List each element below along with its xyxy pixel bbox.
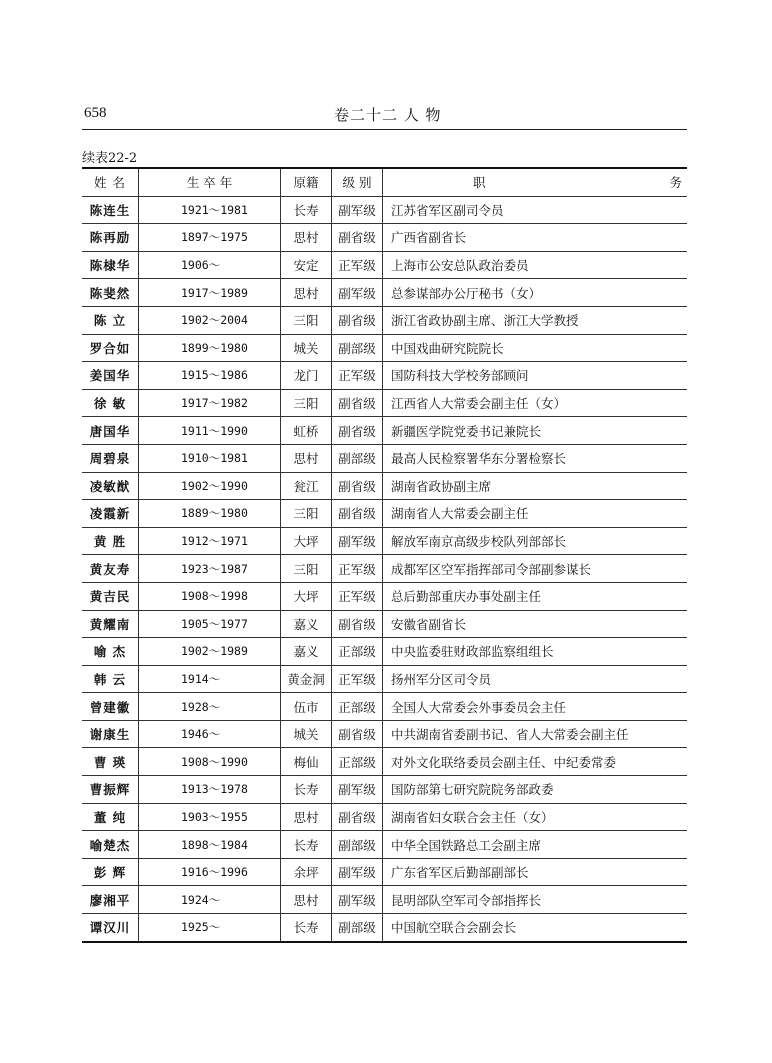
cell-position: 中国航空联合会副会长	[383, 914, 688, 942]
header-rule	[82, 129, 687, 130]
cell-origin: 嘉义	[281, 610, 332, 638]
cell-origin: 长寿	[281, 831, 332, 859]
table-row	[82, 748, 687, 776]
cell-years: 1924～	[139, 886, 281, 914]
cell-years: 1912～1971	[139, 527, 281, 555]
cell-name: 董 纯	[82, 803, 139, 831]
cell-position: 全国人大常委会外事委员会主任	[383, 693, 688, 721]
cell-name: 喻楚杰	[82, 831, 139, 859]
cell-name: 喻 杰	[82, 638, 139, 666]
table-row	[82, 306, 687, 334]
cell-rank: 副军级	[332, 776, 383, 804]
cell-name: 罗合如	[82, 334, 139, 362]
cell-rank: 副部级	[332, 334, 383, 362]
cell-name: 徐 敏	[82, 389, 139, 417]
cell-origin: 长寿	[281, 776, 332, 804]
column-header-rank: 级 别	[332, 168, 383, 196]
cell-name: 韩 云	[82, 665, 139, 693]
cell-name: 黄耀南	[82, 610, 139, 638]
table-row	[82, 417, 687, 445]
cell-rank: 副军级	[332, 886, 383, 914]
cell-name: 曾建徽	[82, 693, 139, 721]
cell-position: 江西省人大常委会副主任（女）	[383, 389, 688, 417]
cell-name: 陈连生	[82, 196, 139, 224]
cell-years: 1913～1978	[139, 776, 281, 804]
cell-years: 1917～1989	[139, 279, 281, 307]
cell-position: 中国戏曲研究院院长	[383, 334, 688, 362]
cell-rank: 正军级	[332, 665, 383, 693]
chapter-title: 卷二十二 人 物	[334, 106, 442, 124]
table-row	[82, 444, 687, 472]
cell-origin: 思村	[281, 886, 332, 914]
cell-name: 黄吉民	[82, 582, 139, 610]
cell-rank: 正军级	[332, 251, 383, 279]
cell-rank: 副省级	[332, 803, 383, 831]
cell-years: 1902～2004	[139, 306, 281, 334]
table-row	[82, 720, 687, 748]
cell-origin: 黄金洞	[281, 665, 332, 693]
cell-rank: 正军级	[332, 555, 383, 583]
cell-years: 1908～1998	[139, 582, 281, 610]
cell-name: 黄友寿	[82, 555, 139, 583]
cell-name: 唐国华	[82, 417, 139, 445]
cell-position: 昆明部队空军司令部指挥长	[383, 886, 688, 914]
cell-position: 最高人民检察署华东分署检察长	[383, 444, 688, 472]
cell-years: 1911～1990	[139, 417, 281, 445]
cell-origin: 大坪	[281, 582, 332, 610]
cell-years: 1917～1982	[139, 389, 281, 417]
cell-rank: 副军级	[332, 196, 383, 224]
table-row	[82, 858, 687, 886]
column-header-position	[383, 168, 772, 196]
column-header-name: 姓 名	[82, 168, 139, 196]
cell-years: 1902～1990	[139, 472, 281, 500]
cell-years: 1928～	[139, 693, 281, 721]
cell-position: 广西省副省长	[383, 224, 688, 252]
cell-name: 黄 胜	[82, 527, 139, 555]
cell-origin: 长寿	[281, 914, 332, 942]
column-header-origin: 原籍	[281, 168, 332, 196]
table-row	[82, 472, 687, 500]
cell-name: 凌敏猷	[82, 472, 139, 500]
cell-rank: 副军级	[332, 527, 383, 555]
cell-years: 1906～	[139, 251, 281, 279]
table-row	[82, 196, 687, 224]
cell-position: 浙江省政协副主席、浙江大学教授	[383, 306, 688, 334]
cell-position: 湖南省妇女联合会主任（女）	[383, 803, 688, 831]
cell-years: 1889～1980	[139, 500, 281, 528]
cell-years: 1925～	[139, 914, 281, 942]
table-header-row	[82, 168, 687, 196]
table-row	[82, 914, 687, 942]
cell-position: 成都军区空军指挥部司令部副参谋长	[383, 555, 688, 583]
cell-origin: 思村	[281, 803, 332, 831]
cell-years: 1903～1955	[139, 803, 281, 831]
cell-name: 彭 辉	[82, 858, 139, 886]
cell-rank: 副省级	[332, 610, 383, 638]
cell-origin: 龙门	[281, 362, 332, 390]
cell-origin: 虹桥	[281, 417, 332, 445]
cell-position: 扬州军分区司令员	[383, 665, 688, 693]
table-row	[82, 500, 687, 528]
cell-rank: 副省级	[332, 224, 383, 252]
cell-name: 谢康生	[82, 720, 139, 748]
cell-name: 陈斐然	[82, 279, 139, 307]
cell-years: 1905～1977	[139, 610, 281, 638]
cell-origin: 思村	[281, 224, 332, 252]
cell-name: 曹 瑛	[82, 748, 139, 776]
cell-years: 1921～1981	[139, 196, 281, 224]
cell-rank: 副省级	[332, 720, 383, 748]
cell-position: 上海市公安总队政治委员	[383, 251, 688, 279]
table-row	[82, 527, 687, 555]
table-row	[82, 610, 687, 638]
people-table	[82, 167, 772, 943]
cell-rank: 正军级	[332, 582, 383, 610]
cell-rank: 副军级	[332, 279, 383, 307]
table-row	[82, 693, 687, 721]
cell-rank: 副省级	[332, 472, 383, 500]
table-row	[82, 279, 687, 307]
cell-name: 陈 立	[82, 306, 139, 334]
cell-years: 1923～1987	[139, 555, 281, 583]
column-header-position-label: 职 务	[473, 175, 772, 191]
cell-rank: 副省级	[332, 417, 383, 445]
table-body	[82, 196, 687, 942]
page-number: 658	[84, 105, 107, 121]
cell-origin: 大坪	[281, 527, 332, 555]
table-row	[82, 251, 687, 279]
cell-origin: 三阳	[281, 306, 332, 334]
cell-rank: 副部级	[332, 914, 383, 942]
cell-position: 江苏省军区副司令员	[383, 196, 688, 224]
table-row	[82, 224, 687, 252]
cell-position: 国防部第七研究院院务部政委	[383, 776, 688, 804]
cell-rank: 正军级	[332, 362, 383, 390]
cell-origin: 城关	[281, 334, 332, 362]
table-row	[82, 334, 687, 362]
cell-position: 广东省军区后勤部副部长	[383, 858, 688, 886]
cell-years: 1898～1984	[139, 831, 281, 859]
cell-rank: 副省级	[332, 306, 383, 334]
cell-position: 中央监委驻财政部监察组组长	[383, 638, 688, 666]
cell-rank: 副部级	[332, 831, 383, 859]
cell-name: 凌霞新	[82, 500, 139, 528]
table-row	[82, 886, 687, 914]
cell-origin: 梅仙	[281, 748, 332, 776]
cell-name: 陈再励	[82, 224, 139, 252]
cell-years: 1899～1980	[139, 334, 281, 362]
cell-position: 解放军南京高级步校队列部部长	[383, 527, 688, 555]
cell-name: 廖湘平	[82, 886, 139, 914]
cell-origin: 余坪	[281, 858, 332, 886]
cell-name: 曹振辉	[82, 776, 139, 804]
table-row	[82, 555, 687, 583]
cell-position: 湖南省人大常委会副主任	[383, 500, 688, 528]
cell-origin: 安定	[281, 251, 332, 279]
cell-origin: 瓮江	[281, 472, 332, 500]
cell-years: 1908～1990	[139, 748, 281, 776]
cell-position: 总后勤部重庆办事处副主任	[383, 582, 688, 610]
table-caption: 续表22-2	[82, 151, 138, 166]
cell-position: 国防科技大学校务部顾问	[383, 362, 688, 390]
cell-years: 1902～1989	[139, 638, 281, 666]
cell-rank: 副省级	[332, 389, 383, 417]
table-row	[82, 803, 687, 831]
cell-rank: 副军级	[332, 858, 383, 886]
cell-name: 周碧泉	[82, 444, 139, 472]
cell-origin: 三阳	[281, 555, 332, 583]
cell-position: 新疆医学院党委书记兼院长	[383, 417, 688, 445]
cell-origin: 伍市	[281, 693, 332, 721]
cell-origin: 思村	[281, 444, 332, 472]
cell-origin: 三阳	[281, 389, 332, 417]
cell-name: 姜国华	[82, 362, 139, 390]
cell-years: 1916～1996	[139, 858, 281, 886]
cell-rank: 正部级	[332, 748, 383, 776]
column-header-years: 生 卒 年	[139, 168, 281, 196]
cell-position: 湖南省政协副主席	[383, 472, 688, 500]
cell-position: 中共湖南省委副书记、省人大常委会副主任	[383, 720, 688, 748]
table-row	[82, 389, 687, 417]
cell-position: 总参谋部办公厅秘书（女）	[383, 279, 688, 307]
table-row	[82, 831, 687, 859]
cell-position: 对外文化联络委员会副主任、中纪委常委	[383, 748, 688, 776]
cell-origin: 嘉义	[281, 638, 332, 666]
cell-years: 1897～1975	[139, 224, 281, 252]
cell-rank: 副部级	[332, 444, 383, 472]
table-row	[82, 665, 687, 693]
cell-origin: 长寿	[281, 196, 332, 224]
cell-origin: 三阳	[281, 500, 332, 528]
cell-rank: 副省级	[332, 500, 383, 528]
table-row	[82, 582, 687, 610]
cell-name: 陈棣华	[82, 251, 139, 279]
cell-position: 安徽省副省长	[383, 610, 688, 638]
cell-origin: 城关	[281, 720, 332, 748]
cell-years: 1910～1981	[139, 444, 281, 472]
cell-years: 1914～	[139, 665, 281, 693]
table-row	[82, 638, 687, 666]
table-row	[82, 362, 687, 390]
cell-years: 1915～1986	[139, 362, 281, 390]
cell-name: 谭汉川	[82, 914, 139, 942]
cell-position: 中华全国铁路总工会副主席	[383, 831, 688, 859]
cell-rank: 正部级	[332, 638, 383, 666]
cell-years: 1946～	[139, 720, 281, 748]
cell-origin: 思村	[281, 279, 332, 307]
table-row	[82, 776, 687, 804]
cell-rank: 正部级	[332, 693, 383, 721]
